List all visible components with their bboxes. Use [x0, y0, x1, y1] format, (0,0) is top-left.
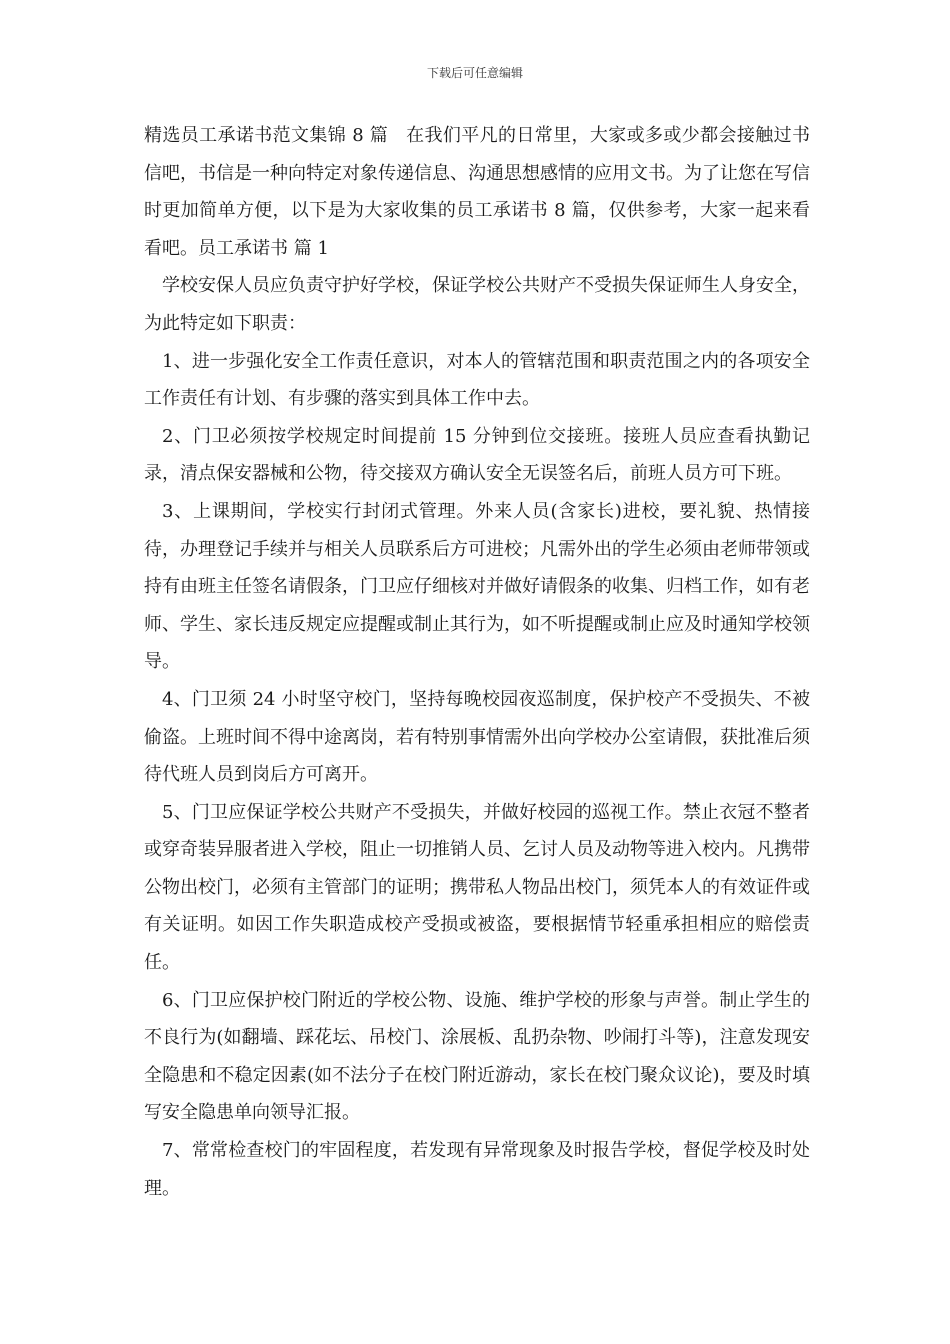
paragraph-item-6: 6、门卫应保护校门附近的学校公物、设施、维护学校的形象与声誉。制止学生的不良行为(如翻墙、踩花坛、吊校门、涂展板、乱扔杂物、吵闹打斗等)，注意发现安全隐患和不稳定因素(如不法分子在校门附近游动，家长在校门聚众议论)，要及时填写安全隐患单向领导汇报。	[144, 989, 810, 1124]
paragraph-item-4: 4、门卫须 24 小时坚守校门，坚持每晚校园夜巡制度，保护校产不受损失、不被偷盗。上班时间不得中途离岗，若有特别事情需外出向学校办公室请假，获批准后须待代班人员到岗后方可离开。	[144, 688, 810, 786]
paragraph-item-2: 2、门卫必须按学校规定时间提前 15 分钟到位交接班。接班人员应查看执勤记录，清点保安器械和公物，待交接双方确认安全无误签名后，前班人员方可下班。	[144, 425, 810, 485]
document-body	[144, 117, 810, 1207]
paragraph-item-3: 3、上课期间，学校实行封闭式管理。外来人员(含家长)进校，要礼貌、热情接待，办理登记手续并与相关人员联系后方可进校；凡需外出的学生必须由老师带领或持有由班主任签名请假条，门卫应仔细核对并做好请假条的收集、归档工作，如有老师、学生、家长违反规定应提醒或制止其行为，如不听提醒或制止应及时通知学校领导。	[144, 500, 810, 673]
paragraph-item-1: 1、进一步强化安全工作责任意识，对本人的管辖范围和职责范围之内的各项安全工作责任有计划、有步骤的落实到具体工作中去。	[144, 350, 810, 410]
paragraph-item-5: 5、门卫应保证学校公共财产不受损失，并做好校园的巡视工作。禁止衣冠不整者或穿奇装异服者进入学校，阻止一切推销人员、乞讨人员及动物等进入校内。凡携带公物出校门，必须有主管部门的证明；携带私人物品出校门，须凭本人的有效证件或有关证明。如因工作失职造成校产受损或被盗，要根据情节轻重承担相应的赔偿责任。	[144, 801, 810, 974]
document-title: 精选员工承诺书范文集锦 8 篇	[144, 125, 389, 146]
intro-paragraph	[144, 117, 810, 267]
paragraph-preamble: 学校安保人员应负责守护好学校，保证学校公共财产不受损失保证师生人身安全，为此特定如下职责：	[144, 275, 810, 334]
intro-text: 在我们平凡的日常里，大家或多或少都会接触过书信吧，书信是一种向特定对象传递信息、沟通思想感情的应用文书。为了让您在写信时更加简单方便，以下是为大家收集的员工承诺书 8 篇，仅供参考，大家一起来看看吧。员工承诺书 篇 1	[144, 125, 810, 259]
paragraph-item-7: 7、常常检查校门的牢固程度，若发现有异常现象及时报告学校，督促学校及时处理。	[144, 1140, 810, 1199]
page-header: 下载后可任意编辑	[426, 66, 523, 80]
